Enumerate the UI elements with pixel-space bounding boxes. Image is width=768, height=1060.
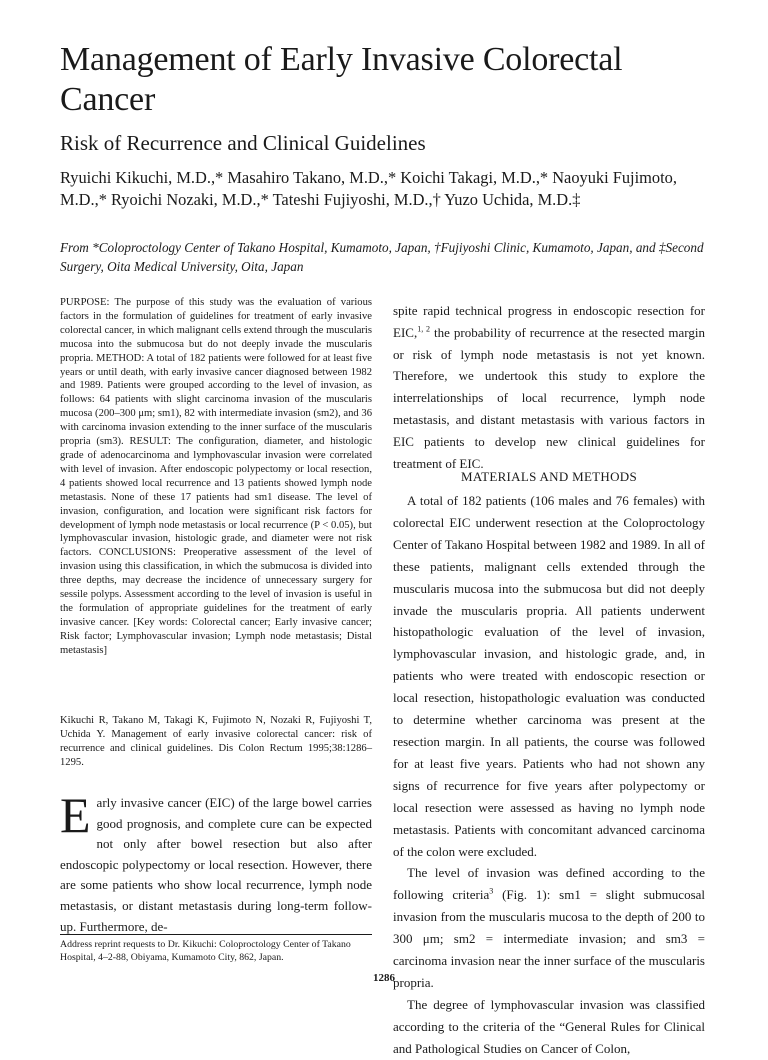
reference-superscript: 1, 2 (417, 324, 431, 334)
footnote-divider (60, 934, 372, 935)
introduction-text: arly invasive cancer (EIC) of the large bowel carries good prognosis, and complete cure can be expected not only after bowel resection but also after endoscopic polypectomy or local resection. However, there are some patients who show local recurrence, lymph node metastasis, or distant metastasis during long-term follow-up. Furthermore, de- (60, 795, 372, 934)
introduction-continuation (393, 300, 705, 474)
article-subtitle: Risk of Recurrence and Clinical Guidelines (60, 131, 426, 155)
continuation-text-a: spite rapid technical progress in endoscopic resection for EIC, (393, 303, 705, 340)
author-list: Ryuichi Kikuchi, M.D.,* Masahiro Takano, M.D.,* Koichi Takagi, M.D.,* Naoyuki Fujimoto, M.D.,* Ryoichi Nozaki, M.D.,* Tateshi Fujiyoshi, M.D.,† Yuzo Uchida, M.D.‡ (60, 168, 677, 209)
section-heading: MATERIALS AND METHODS (460, 469, 638, 484)
article-title: Management of Early Invasive Colorectal Cancer (60, 41, 623, 118)
methods-paragraph-2-a: The level of invasion was defined according to the following criteria (393, 865, 705, 903)
reprint-footnote: Address reprint requests to Dr. Kikuchi: Coloproctology Center of Takano Hospital, 4–2-88, Obiyama, Kumamoto City, 862, Japan. (60, 939, 351, 963)
introduction-paragraph (60, 787, 372, 937)
reference-superscript-3: 3 (489, 886, 494, 896)
methods-paragraph-2-b: (Fig. 1): sm1 = slight submucosal invasion from the muscularis mucosa to the depth of 200 to 300 μm; sm2 = intermediate invasion; and sm3 = carcinoma invasion near the inner surface of the muscularis propria. (393, 887, 706, 990)
affiliations: From *Coloproctology Center of Takano Hospital, Kumamoto, Japan, †Fujiyoshi Clinic, Kumamoto, Japan, and ‡Second Surgery, Oita Medical University, Oita, Japan (60, 240, 704, 274)
abstract: PURPOSE: The purpose of this study was the evaluation of various factors in the formulation of guidelines for treatment of early invasive colorectal cancer, in which malignant cells extend through the muscularis mucosa into the submucosa but do not deeply invade the muscularis propria. METHOD: A total of 182 patients were followed for at least five years or until death, with early invasive cancer diagnosed between 1982 and 1989. Patients were grouped according to the level of invasion, as follows: 64 patients with slight carcinoma invasion of the muscularis mucosa (200–300 μm; sm1), 82 with intermediate invasion (sm2), and 36 with carcinoma invasion extending to the inner surface of the muscularis propria (sm3). RESULT: The configuration, diameter, and histologic grade of adenocarcinoma and lymphovascular invasion were correlated with level of invasion. After endoscopic polypectomy or local resection, 4 patients showed local recurrence and 13 patients showed lymph node metastasis. None of these 17 patients had sm1 disease. The level of invasion, configuration, and location were significant risk factors for development of lymph node metastasis or local recurrence (P < 0.05), but lymphovascular invasion, histologic grade, and diameter were not risk factors. CONCLUSIONS: Preoperative assessment of the level of invasion using this classification, in which the submucosa is divided into three depths, may decrease the incidence of unnecessary surgery for sessile polyps. Assessment according to the level of invasion is useful in the formulation of appropriate guidelines for the treatment of early invasive cancer. [Key words: Colorectal cancer; Early invasive cancer; Risk factor; Lymphovascular invasion; Lymph node metastasis; Distal metastasis] (60, 297, 372, 656)
continuation-text-b: the probability of recurrence at the resected margin or risk of lymph node metastasis is not yet known. Therefore, we undertook this study to explore the interrelationships of local recurrence, lymph node metastasis, and distant metastasis with various factors in EIC patients to develop new clinical guidelines for treatment of EIC. (393, 324, 706, 471)
methods-paragraph-1: A total of 182 patients (106 males and 76 females) with colorectal EIC underwent resection at the Coloproctology Center of Takano Hospital between 1982 and 1989. In all of these patients, malignant cells extended through the muscularis mucosa into the submucosa but did not deeply invade the muscularis propria. All patients underwent histopathologic evaluation of the level of invasion, lymphovascular invasion, and histologic grade, and, in patients who were treated with endoscopic resection or local resection, histopathologic evaluation was conducted to determine whether carcinoma was present at the resection margin. In all patients, the course was followed for at least five years. Patients who had not shown any signs of recurrence for five years after polypectomy or local resection were assessed as having no lymph node metastasis. Patients with concomitant advanced carcinoma of the colon were excluded. (393, 493, 705, 859)
drop-cap: E (60, 787, 91, 843)
citation: Kikuchi R, Takano M, Takagi K, Fujimoto N, Nozaki R, Fujiyoshi T, Uchida Y. Management of early invasive colorectal cancer: risk of recurrence and clinical guidelines. Dis Colon Rectum 1995;38:1286–1295. (60, 715, 372, 768)
page-number: 1286 (373, 972, 395, 984)
methods-paragraph-3: The degree of lymphovascular invasion was classified according to the criteria of the “General Rules for Clinical and Pathological Studies on Cancer of Colon, (393, 996, 705, 1056)
